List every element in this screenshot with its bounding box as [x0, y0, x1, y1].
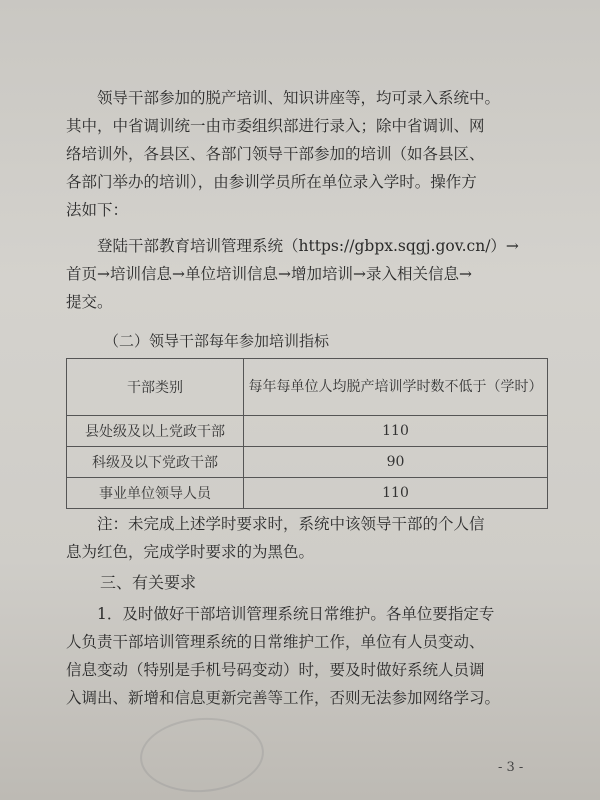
paragraph-operation-steps: [66, 232, 556, 316]
text-line: 登陆干部教育培训管理系统（https://gbpx.sqgj.gov.cn/）→: [97, 237, 519, 255]
table-cell: 110: [244, 478, 548, 509]
text-line: 各部门举办的培训），由参训学员所在单位录入学时。操作方: [66, 173, 477, 191]
text-line: 入调出、新增和信息更新完善等工作，否则无法参加网络学习。: [66, 689, 501, 707]
table-header-row: [67, 359, 548, 416]
page-number: - 3 -: [498, 760, 524, 775]
text-line: 首页→培训信息→单位培训信息→增加培训→录入相关信息→: [66, 265, 472, 283]
table-cell: 110: [244, 416, 548, 447]
table-cell: 科级及以下党政干部: [67, 447, 244, 478]
paragraph-note: [66, 510, 556, 566]
paragraph-requirement-1: [66, 600, 556, 712]
subheading: （二）领导干部每年参加培训指标: [104, 332, 330, 350]
table-header-cell: 干部类别: [67, 359, 244, 416]
text-line: 人负责干部培训管理系统的日常维护工作，单位有人员变动、: [66, 633, 485, 651]
table-cell: 事业单位领导人员: [67, 478, 244, 509]
table-cell: 90: [244, 447, 548, 478]
text-line: 法如下：: [66, 201, 129, 219]
text-line: 1．及时做好干部培训管理系统日常维护。各单位要指定专: [97, 605, 495, 623]
table-row: [67, 478, 548, 509]
text-line: 领导干部参加的脱产培训、知识讲座等，均可录入系统中。: [97, 89, 501, 107]
paragraph-export-intro: [66, 84, 556, 224]
text-line: 注：未完成上述学时要求时，系统中该领导干部的个人信: [97, 515, 485, 533]
text-line: 其中，中省调训统一由市委组织部进行录入；除中省调训、网: [66, 117, 485, 135]
text-line: 提交。: [66, 293, 113, 311]
training-hours-table: [66, 358, 548, 509]
table-cell: 县处级及以上党政干部: [67, 416, 244, 447]
text-line: 信息变动（特别是手机号码变动）时，要及时做好系统人员调: [66, 661, 485, 679]
faded-stamp: [138, 714, 267, 796]
text-line: 络培训外，各县区、各部门领导干部参加的培训（如各县区、: [66, 145, 485, 163]
table-header-cell: 每年每单位人均脱产培训学时数不低于（学时）: [244, 359, 548, 416]
table-row: [67, 447, 548, 478]
table-row: [67, 416, 548, 447]
text-line: 息为红色，完成学时要求的为黑色。: [66, 543, 315, 561]
section-heading: 三、有关要求: [100, 573, 197, 592]
